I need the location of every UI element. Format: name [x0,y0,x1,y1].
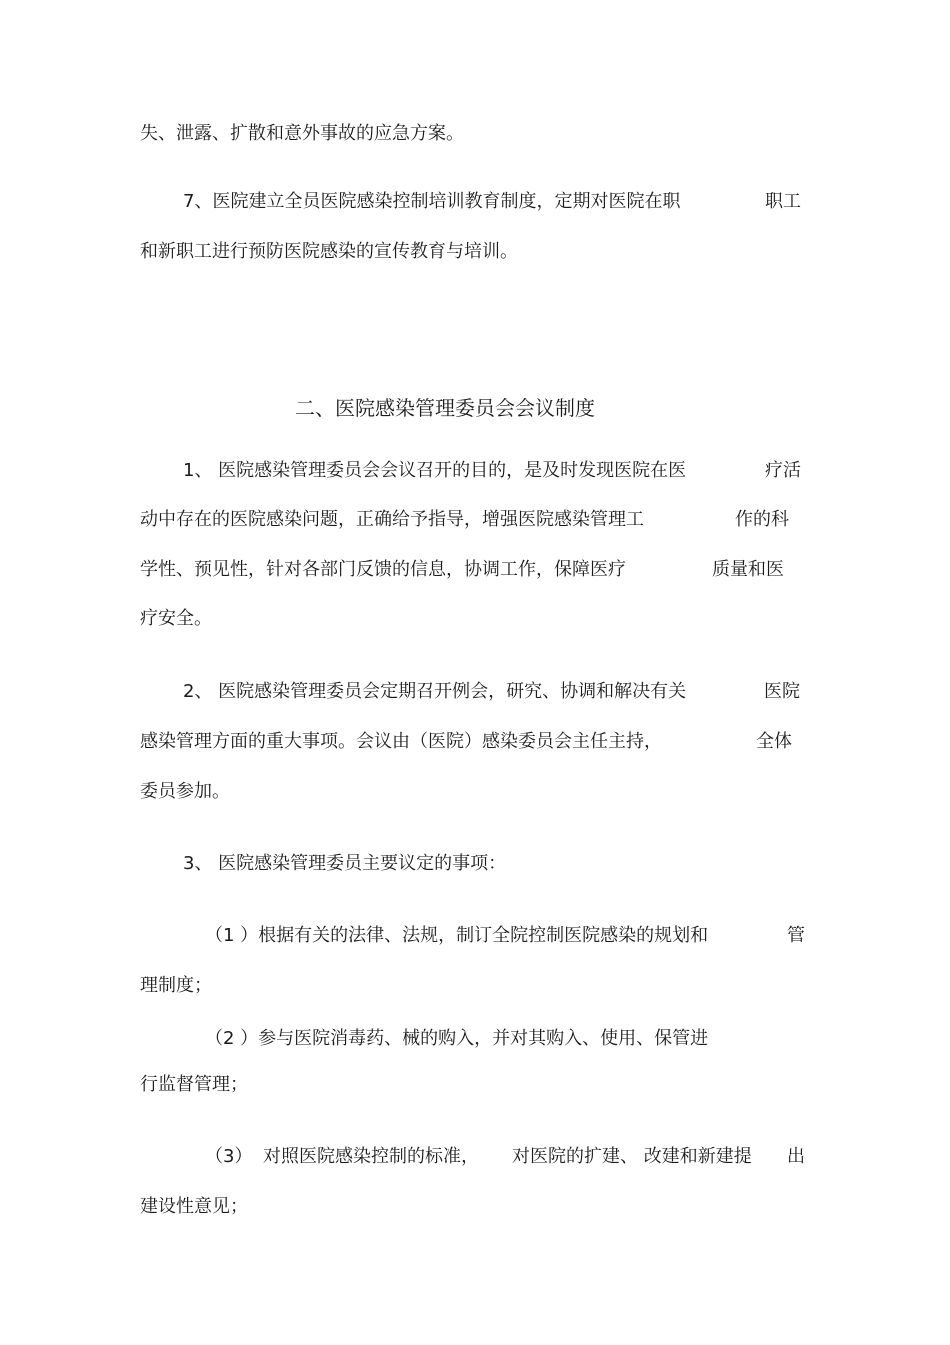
para-1-line-3-text-b: 质量和医 [712,559,784,580]
para-1-line-2-text-a: 动中存在的医院感染问题，正确给予指导，增强医院感染管理工 [140,509,644,530]
section-title: 二、医院感染管理委员会会议制度 [295,396,595,420]
para-2-line-2-text-b: 全体 [756,731,792,752]
item-7-text-a: 7、医院建立全员医院感染控制培训教育制度，定期对医院在职 [183,191,681,212]
sub-3-line-1-text-b: 对照医院感染控制的标准， [263,1146,479,1167]
sub-1-line-2: 理制度； [140,975,212,996]
item-7-line-2: 和新职工进行预防医院感染的宣传教育与培训。 [140,241,518,262]
sub-3-line-1-text-d: 出 [787,1146,805,1167]
sub-3-line-2: 建设性意见； [140,1196,248,1217]
para-3-line-1: 3、 医院感染管理委员主要议定的事项： [183,853,507,874]
para-1-line-2-text-b: 作的科 [735,509,789,530]
sub-3-line-1-text-c: 对医院的扩建、 改建和新建提 [512,1146,752,1167]
intro-line-1: 失、泄露、扩散和意外事故的应急方案。 [140,123,464,144]
sub-1-line-1-text-a: （1 ）根据有关的法律、法规，制订全院控制医院感染的规划和 [205,925,709,946]
para-2-line-1-text-b: 医院 [764,681,800,702]
sub-1-line-1-text-b: 管 [787,925,805,946]
item-7-text-b: 职工 [765,191,801,212]
para-1-line-1-text-a: 1、 医院感染管理委员会会议召开的目的，是及时发现医院在医 [183,460,687,481]
para-2-line-2-text-a: 感染管理方面的重大事项。会议由（医院）感染委员会主任主持， [140,731,662,752]
para-1-line-3-text-a: 学性、预见性，针对各部门反馈的信息，协调工作，保障医疗 [140,559,626,580]
sub-3-line-1-text-a: （3） [205,1146,253,1167]
para-2-line-1-text-a: 2、 医院感染管理委员会定期召开例会，研究、协调和解决有关 [183,681,687,702]
sub-2-line-2: 行监督管理； [140,1074,248,1095]
sub-2-line-1: （2 ）参与医院消毒药、械的购入，并对其购入、使用、保管进 [205,1028,709,1049]
para-1-line-1-text-b: 疗活 [765,460,801,481]
para-1-line-4: 疗安全。 [140,608,212,629]
para-2-line-3: 委员参加。 [140,781,230,802]
